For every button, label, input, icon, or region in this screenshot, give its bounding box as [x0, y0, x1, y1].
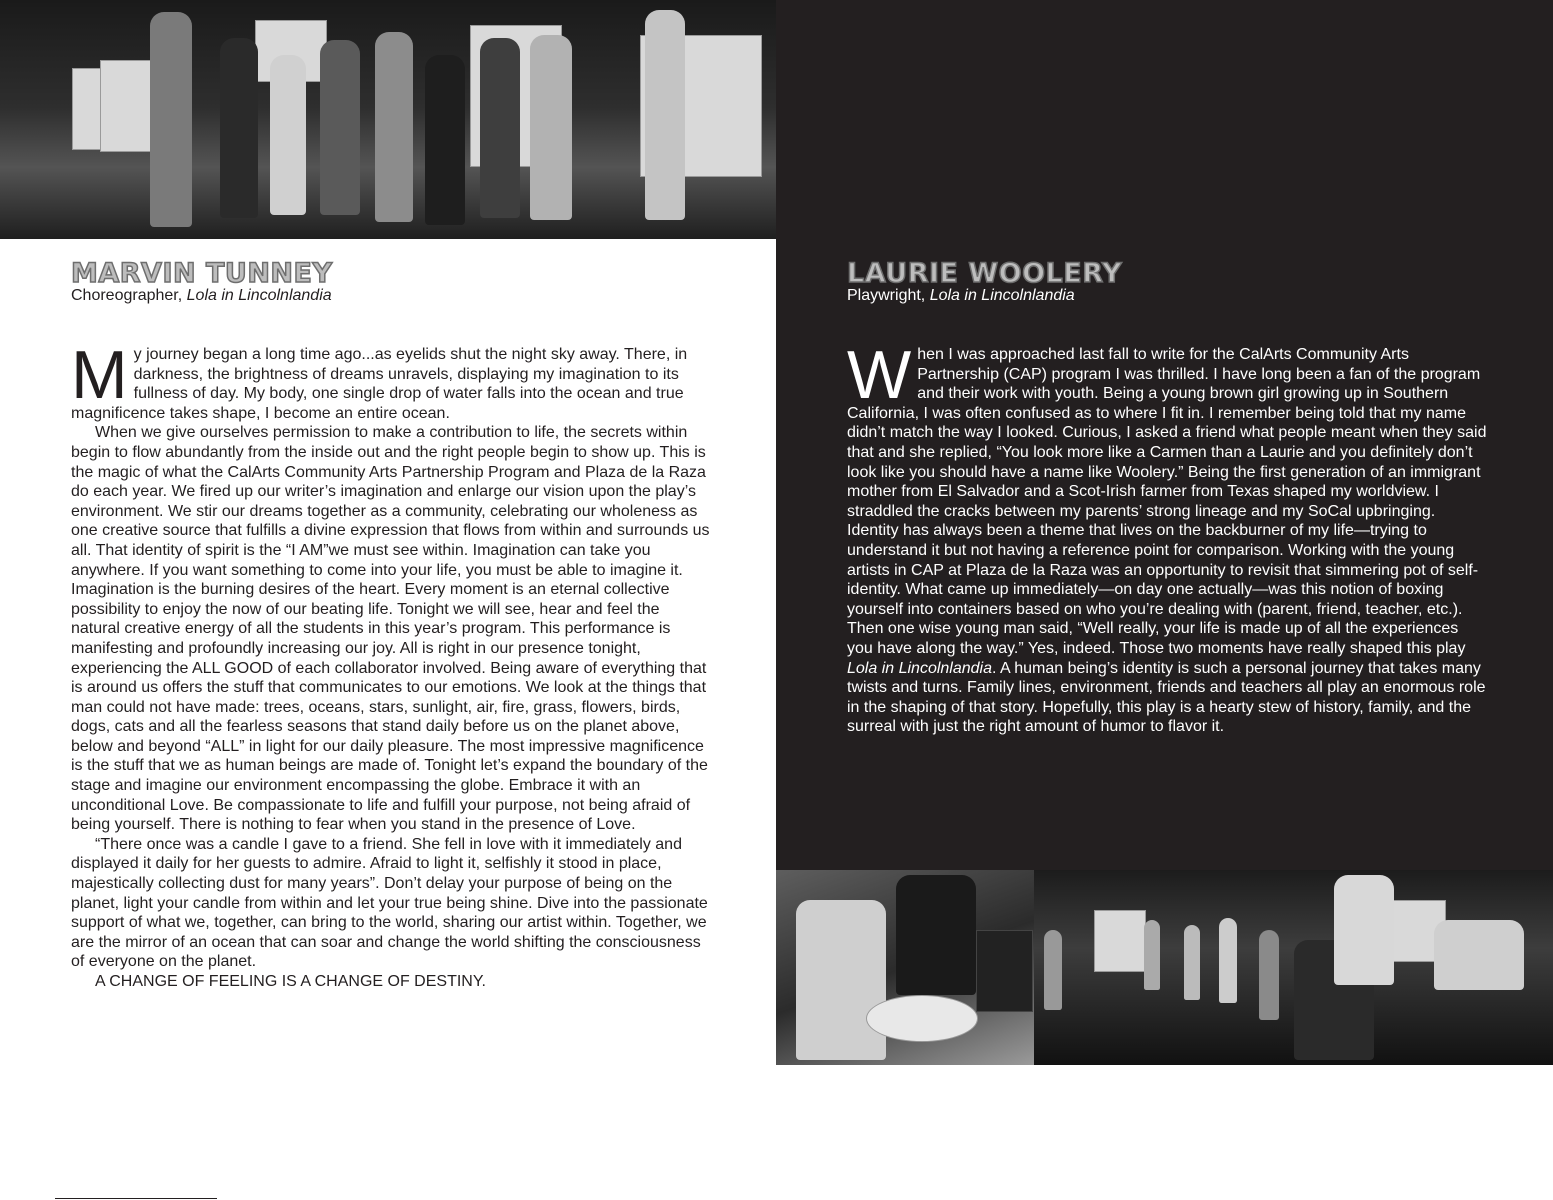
- bassist-figure: [896, 875, 976, 995]
- actor-figure: [1334, 875, 1394, 985]
- marvin-essay: [71, 337, 711, 992]
- dancer-figure: [375, 32, 413, 222]
- laurie-essay: [847, 337, 1487, 737]
- guitarist-figure: [796, 900, 886, 1060]
- rehearsal-photo-musicians: [776, 870, 1034, 1065]
- paragraph-text: hen I was approached last fall to write for the CalArts Community Arts Partnership (CAP) program I was thrilled. I have long been a fan of the program and their work with youth. Being a young brown girl growing up in Southern California, I was often confused as to where I fit in. I remember being told that my name didn’t match the way I looked. Curious, I asked a friend what people meant when they said that and she replied, “You look more like a Carmen than a Laurie and you definitely don’t look like you should have a name like Woolery.” Being the first generation of an immigrant mother from El Salvador and a Scot-Irish farmer from Texas shaped my worldview. I straddled the cracks between my parents’ strong lineage and my SoCal upbringing. Identity has always been a theme that lives on the backburner of my life—trying to understand it but not having a reference point for comparison. Working with the young artists in CAP at Plaza de la Raza was an opportunity to revisit that simmering pot of self-identity. What came up immediately—on day one actually—was this notion of boxing yourself into containers based on who you’re dealing with (parent, friend, teacher, etc.). Then one wise young man said, “Well really, your life is made up of all the experiences you have along the way.” Yes, indeed. Those two moments have really shaped this play: [847, 346, 1487, 657]
- play-title: Lola in Lincolnlandia: [847, 659, 992, 677]
- amplifier: [976, 930, 1033, 1012]
- actor-figure: [1219, 918, 1237, 1003]
- dancer-figure: [645, 10, 685, 220]
- play-title: Lola in Lincolnlandia: [186, 287, 332, 304]
- role-prefix: Choreographer,: [71, 287, 187, 304]
- dancer-figure: [150, 12, 192, 227]
- dancer-figure: [425, 55, 465, 225]
- essay-paragraph: When we give ourselves permission to make a contribution to life, the secrets within begin to flow abundantly from the inside out and the right people begin to show up. This is the magic of what the CalArts Community Arts Partnership Program and Plaza de la Raza do each year. We fired up our writer’s imagination and enlarge our vision upon the play’s environment. We stir our dreams together as a community, celebrating our wholeness as one creative source that fulfills a divine expression that flows from within and surrounds us all. That identity of spirit is the “I AM”we must see within. Imagination can take you anywhere. If you want something to come into your life, you must be able to imagine it. Imagination is the burning desires of the heart. Every moment is an eternal collective possibility to enjoy the now of our beating life. Tonight we will see, hear and feel the natural creative energy of all the students in this year’s program. This performance is manifesting and profoundly increasing our joy. All is right in our presence tonight, experiencing the ALL GOOD of each collaborator involved. Being aware of everything that is around us offers the stuff that communicates to our emotions. We look at the things that man could not have made: trees, oceans, stars, sunlight, air, fire, grass, flowers, birds, dogs, cats and all the fearless seasons that stand daily before us on the planet above, below and beyond “ALL” in light for our daily pleasure. The most impressive magnificence is the stuff that we as human beings are made of. Tonight let’s expand the boundary of the stage and imagine our environment encompassing the globe. Embrace it with an unconditional Love. Be compassionate to life and fulfill your purpose, not being afraid of being yourself. There is nothing to fear when you stand in the presence of Love.: [71, 424, 710, 834]
- actor-figure: [1144, 920, 1160, 990]
- essay-paragraph: [847, 337, 1487, 737]
- actor-figure: [1434, 920, 1524, 990]
- actor-figure: [1184, 925, 1200, 1000]
- dancer-figure: [530, 35, 572, 220]
- left-page: [0, 0, 776, 1200]
- drop-cap: M: [71, 337, 128, 413]
- drum: [866, 995, 978, 1042]
- paragraph-text: y journey began a long time ago...as eyelids shut the night sky away. There, in darkness, the brightness of dreams unravels, displaying my imagination to its fullness of day. My body, one single drop of water falls into the ocean and true magnificence takes shape, I become an entire ocean.: [71, 346, 688, 422]
- actor-figure: [1044, 930, 1062, 1010]
- author-role: [847, 288, 1075, 304]
- author-name: MARVIN TUNNEY: [71, 258, 333, 289]
- author-name: LAURIE WOOLERY: [847, 258, 1123, 289]
- essay-paragraph: “There once was a candle I gave to a friend. She fell in love with it immediately and displayed it daily for her guests to admire. Afraid to light it, selfishly it stood in place, majestically collecting dust for many years”. Don’t delay your purpose of being on the planet, light your candle from within and let your true being shine. Dive into the passionate support of what we, together, can bring to the world, sharing our artist within. Together, we are the mirror of an ocean that can soar and change the world shifting the consciousness of everyone on the planet.: [71, 835, 708, 971]
- rehearsal-photo-ensemble: [1034, 870, 1553, 1065]
- right-page: [776, 0, 1553, 1200]
- drop-cap: W: [847, 337, 912, 413]
- rehearsal-photo-dancers: [0, 0, 776, 239]
- role-prefix: Playwright,: [847, 287, 930, 304]
- play-title: Lola in Lincolnlandia: [929, 287, 1075, 304]
- stage-box: [1094, 910, 1146, 972]
- dancer-figure: [320, 40, 360, 215]
- footnote-rule: [55, 1198, 217, 1199]
- author-role: [71, 288, 332, 304]
- paragraph-text: . A human being’s identity is such a personal journey that takes many twists and turns. Family lines, environment, friends and teachers all play an enormous role in the shaping of that story. Hopefully, this play is a hearty stew of history, family, and the surreal with just the right amount of humor to flavor it.: [847, 659, 1486, 736]
- essay-closing-line: A CHANGE OF FEELING IS A CHANGE OF DESTINY.: [95, 973, 486, 990]
- dancer-figure: [220, 38, 258, 218]
- dancer-figure: [480, 38, 520, 218]
- actor-figure: [1259, 930, 1279, 1020]
- dancer-figure: [270, 55, 306, 215]
- essay-paragraph: [71, 337, 711, 423]
